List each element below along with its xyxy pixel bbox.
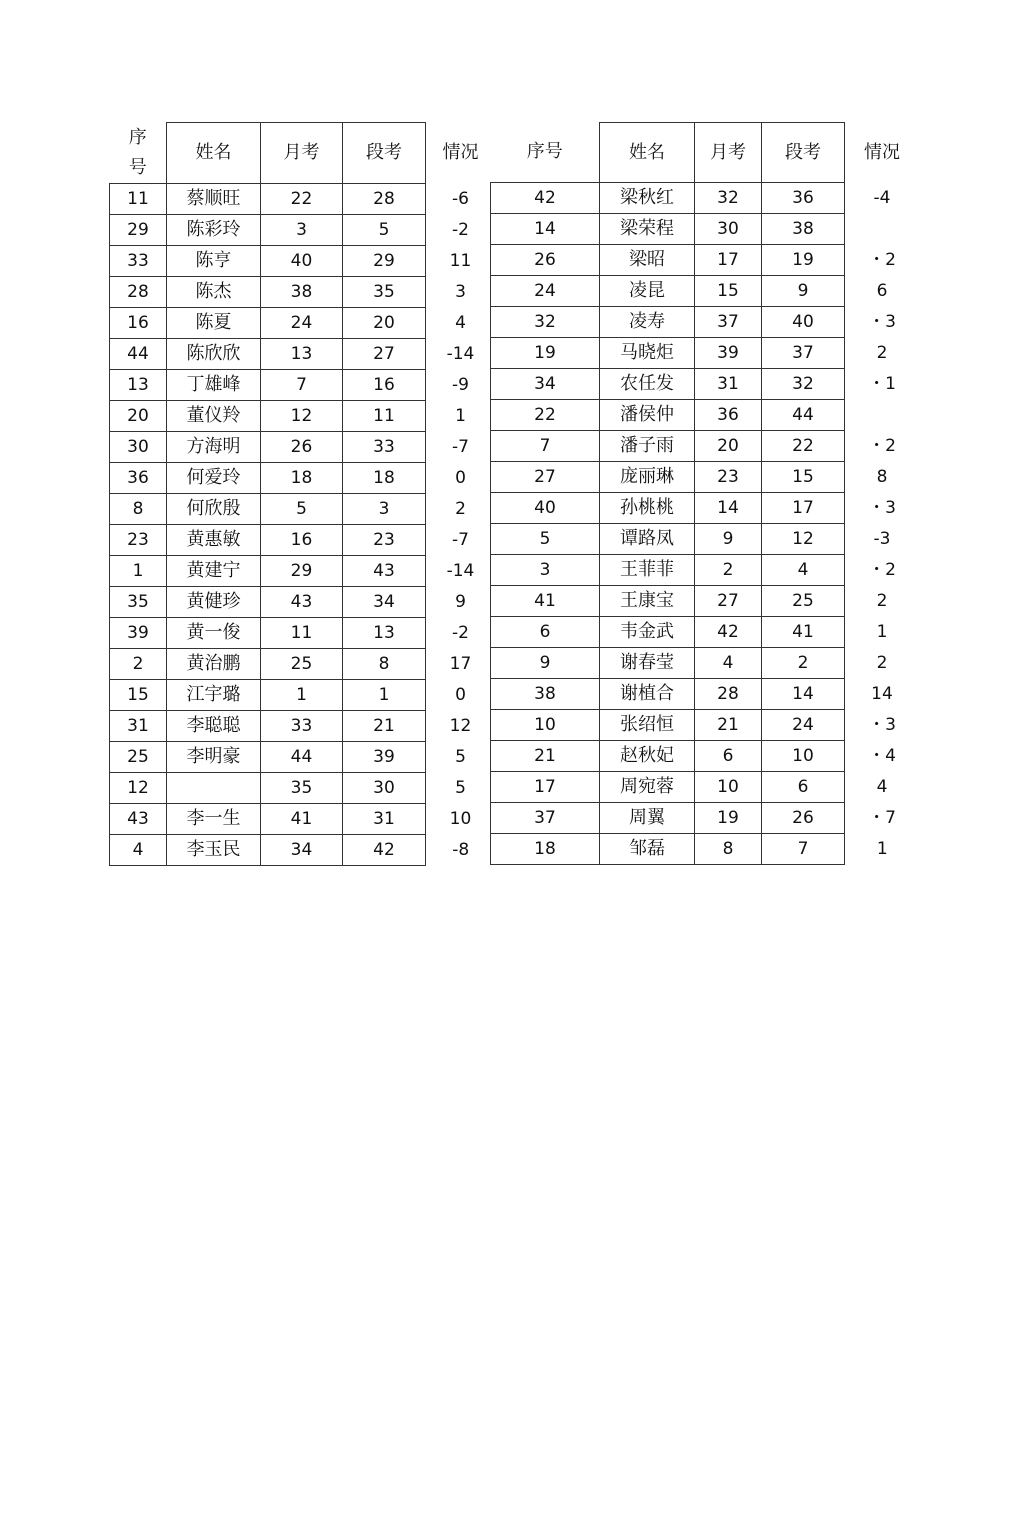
cell-seq: 23 [110,524,167,555]
cell-stage: 28 [343,183,426,214]
table-row [110,276,496,307]
cell-stage: 19 [762,245,845,276]
cell-name: 王康宝 [600,586,695,617]
cell-status: -7 [452,436,469,457]
cell-stage: 4 [762,555,845,586]
cell-name: 黄建宁 [167,555,261,586]
cell-name: 王菲菲 [600,555,695,586]
cell-monthly: 12 [261,400,343,431]
table-row [110,555,496,586]
table-row [491,772,920,803]
cell-seq: 28 [110,276,167,307]
cell-seq: 20 [110,400,167,431]
cell-seq: 36 [110,462,167,493]
table-row [110,803,496,834]
cell-status: 8 [876,467,888,487]
cell-monthly: 17 [695,245,762,276]
cell-status: -6 [452,188,469,209]
header-seq: 序号 [110,123,167,184]
cell-monthly: 16 [261,524,343,555]
cell-monthly: 34 [261,834,343,865]
cell-monthly: 31 [695,369,762,400]
cell-stage: 10 [762,741,845,772]
table-row [491,803,920,834]
cell-seq: 26 [491,245,600,276]
cell-name: 梁昭 [600,245,695,276]
score-table-left [109,122,496,866]
table-row [491,834,920,865]
cell-stage: 35 [343,276,426,307]
table-row [110,214,496,245]
cell-name: 周宛蓉 [600,772,695,803]
table-row [491,710,920,741]
cell-monthly: 19 [695,803,762,834]
cell-status [845,214,920,245]
header-name: 姓名 [167,123,261,184]
table-row [491,183,920,214]
cell-stage: 18 [343,462,426,493]
cell-name [167,772,261,803]
cell-status: 2 [876,343,888,363]
cell-monthly: 44 [261,741,343,772]
cell-monthly: 33 [261,710,343,741]
cell-seq: 5 [491,524,600,555]
cell-seq: 33 [110,245,167,276]
cell-monthly: 32 [695,183,762,214]
cell-status: 2 [876,591,888,611]
cell-name: 谭路凤 [600,524,695,555]
cell-stage: 34 [343,586,426,617]
cell-seq: 17 [491,772,600,803]
cell-status: ・2 [868,436,896,456]
cell-stage: 36 [762,183,845,214]
cell-monthly: 18 [261,462,343,493]
cell-status: -9 [452,374,469,395]
cell-monthly: 1 [261,679,343,710]
cell-name: 潘侯仲 [600,400,695,431]
cell-stage: 43 [343,555,426,586]
table-row [110,741,496,772]
cell-name: 方海明 [167,431,261,462]
cell-monthly: 14 [695,493,762,524]
header-monthly: 月考 [695,123,762,183]
cell-stage: 37 [762,338,845,369]
table-row [110,369,496,400]
cell-stage: 38 [762,214,845,245]
cell-monthly: 3 [261,214,343,245]
table-row [110,462,496,493]
cell-monthly: 25 [261,648,343,679]
header-name: 姓名 [600,123,695,183]
table-row [491,214,920,245]
cell-stage: 1 [343,679,426,710]
table-row [110,834,496,865]
cell-stage: 15 [762,462,845,493]
header-stage: 段考 [762,123,845,183]
cell-seq: 13 [110,369,167,400]
cell-stage: 31 [343,803,426,834]
cell-stage: 17 [762,493,845,524]
table-row [110,679,496,710]
cell-seq: 22 [491,400,600,431]
cell-seq: 18 [491,834,600,865]
header-row [110,123,496,184]
cell-status: -14 [446,343,475,364]
table-row [110,772,496,803]
cell-name: 黄一俊 [167,617,261,648]
header-stage: 段考 [343,123,426,184]
cell-seq: 21 [491,741,600,772]
table-row [491,679,920,710]
cell-stage: 2 [762,648,845,679]
cell-status: 5 [455,777,466,798]
cell-seq: 6 [491,617,600,648]
cell-stage: 27 [343,338,426,369]
cell-monthly: 41 [261,803,343,834]
cell-status: -4 [873,188,891,208]
cell-monthly: 22 [261,183,343,214]
cell-status: 3 [455,281,466,302]
cell-stage: 6 [762,772,845,803]
cell-seq: 27 [491,462,600,493]
cell-status: 0 [455,467,466,488]
cell-status: 1 [876,622,888,642]
cell-monthly: 9 [695,524,762,555]
cell-name: 蔡顺旺 [167,183,261,214]
cell-seq: 9 [491,648,600,679]
cell-stage: 23 [343,524,426,555]
cell-seq: 12 [110,772,167,803]
cell-status: 6 [876,281,888,301]
cell-name: 黄惠敏 [167,524,261,555]
cell-stage: 25 [762,586,845,617]
cell-stage: 30 [343,772,426,803]
cell-seq: 19 [491,338,600,369]
cell-seq: 39 [110,617,167,648]
cell-name: 黄健珍 [167,586,261,617]
cell-name: 谢植合 [600,679,695,710]
header-seq: 序号 [491,123,600,183]
cell-name: 陈杰 [167,276,261,307]
table-row [110,617,496,648]
cell-monthly: 7 [261,369,343,400]
cell-seq: 11 [110,183,167,214]
cell-status: 0 [455,684,466,705]
cell-stage: 39 [343,741,426,772]
cell-monthly: 6 [695,741,762,772]
cell-stage: 26 [762,803,845,834]
table-row [110,431,496,462]
table-row [491,276,920,307]
cell-seq: 34 [491,369,600,400]
cell-status: 9 [455,591,466,612]
cell-name: 赵秋妃 [600,741,695,772]
table-row [110,493,496,524]
table-row [491,524,920,555]
header-row [491,123,920,183]
cell-stage: 42 [343,834,426,865]
cell-stage: 7 [762,834,845,865]
cell-name: 农任发 [600,369,695,400]
cell-seq: 29 [110,214,167,245]
cell-stage: 13 [343,617,426,648]
cell-status: 5 [455,746,466,767]
cell-stage: 12 [762,524,845,555]
cell-status: -2 [452,219,469,240]
cell-stage: 16 [343,369,426,400]
table-row [491,245,920,276]
cell-monthly: 11 [261,617,343,648]
table-row [110,524,496,555]
table-row [491,338,920,369]
cell-seq: 31 [110,710,167,741]
cell-name: 董仪羚 [167,400,261,431]
table-row [491,555,920,586]
cell-stage: 22 [762,431,845,462]
cell-stage: 9 [762,276,845,307]
cell-seq: 43 [110,803,167,834]
cell-seq: 37 [491,803,600,834]
cell-monthly: 40 [261,245,343,276]
cell-status: -14 [446,560,475,581]
cell-seq: 4 [110,834,167,865]
cell-status: 4 [455,312,466,333]
cell-name: 周翼 [600,803,695,834]
cell-monthly: 2 [695,555,762,586]
cell-status: ・3 [868,498,896,518]
cell-monthly: 10 [695,772,762,803]
cell-seq: 41 [491,586,600,617]
cell-name: 李聪聪 [167,710,261,741]
cell-stage: 41 [762,617,845,648]
table-row [491,369,920,400]
table-row [110,400,496,431]
cell-stage: 29 [343,245,426,276]
cell-status: ・4 [868,746,896,766]
cell-status: ・7 [868,808,896,828]
table-row [110,710,496,741]
header-monthly: 月考 [261,123,343,184]
cell-name: 马晓炬 [600,338,695,369]
cell-seq: 3 [491,555,600,586]
cell-stage: 24 [762,710,845,741]
cell-name: 梁秋红 [600,183,695,214]
cell-monthly: 27 [695,586,762,617]
cell-seq: 24 [491,276,600,307]
cell-status: 11 [449,250,472,271]
cell-monthly: 4 [695,648,762,679]
cell-name: 李一生 [167,803,261,834]
cell-name: 谢春莹 [600,648,695,679]
cell-stage: 44 [762,400,845,431]
cell-name: 陈欣欣 [167,338,261,369]
table-row [110,586,496,617]
cell-seq: 7 [491,431,600,462]
table-row [491,741,920,772]
cell-seq: 8 [110,493,167,524]
cell-monthly: 24 [261,307,343,338]
cell-stage: 14 [762,679,845,710]
cell-stage: 5 [343,214,426,245]
table-row [491,431,920,462]
cell-seq: 44 [110,338,167,369]
cell-monthly: 30 [695,214,762,245]
table-row [110,648,496,679]
table-row [491,617,920,648]
cell-monthly: 29 [261,555,343,586]
cell-status: ・2 [868,560,896,580]
cell-status: 4 [876,777,888,797]
cell-name: 凌寿 [600,307,695,338]
cell-name: 邹磊 [600,834,695,865]
cell-seq: 32 [491,307,600,338]
cell-seq: 42 [491,183,600,214]
cell-seq: 2 [110,648,167,679]
cell-name: 丁雄峰 [167,369,261,400]
cell-status: 1 [876,839,888,859]
table-row [110,183,496,214]
table-row [491,400,920,431]
cell-status: ・3 [868,312,896,332]
cell-status: 14 [871,684,893,704]
cell-seq: 16 [110,307,167,338]
cell-monthly: 21 [695,710,762,741]
cell-stage: 8 [343,648,426,679]
cell-stage: 3 [343,493,426,524]
cell-seq: 38 [491,679,600,710]
cell-monthly: 15 [695,276,762,307]
cell-monthly: 28 [695,679,762,710]
cell-seq: 30 [110,431,167,462]
score-table-right [490,122,920,865]
cell-stage: 20 [343,307,426,338]
cell-status: ・1 [868,374,896,394]
cell-monthly: 35 [261,772,343,803]
table-row [110,338,496,369]
cell-status: 2 [876,653,888,673]
cell-seq: 25 [110,741,167,772]
cell-name: 张绍恒 [600,710,695,741]
cell-name: 李明豪 [167,741,261,772]
table-row [491,307,920,338]
cell-monthly: 43 [261,586,343,617]
cell-status: -2 [452,622,469,643]
cell-monthly: 37 [695,307,762,338]
cell-status: ・3 [868,715,896,735]
table-row [491,462,920,493]
cell-seq: 15 [110,679,167,710]
cell-monthly: 20 [695,431,762,462]
cell-stage: 11 [343,400,426,431]
cell-status: -3 [873,529,891,549]
cell-name: 陈夏 [167,307,261,338]
cell-name: 江宇璐 [167,679,261,710]
cell-name: 陈亨 [167,245,261,276]
header-status: 情况 [442,141,479,163]
cell-stage: 40 [762,307,845,338]
cell-name: 何欣殷 [167,493,261,524]
cell-status [845,400,920,431]
table-row [110,307,496,338]
cell-name: 黄治鹏 [167,648,261,679]
cell-seq: 1 [110,555,167,586]
cell-monthly: 26 [261,431,343,462]
cell-status: 1 [455,405,466,426]
cell-status: -7 [452,529,469,550]
cell-name: 韦金武 [600,617,695,648]
cell-name: 凌昆 [600,276,695,307]
cell-status: 17 [449,653,472,674]
cell-monthly: 36 [695,400,762,431]
cell-stage: 32 [762,369,845,400]
table-row [491,493,920,524]
cell-status: 2 [455,498,466,519]
cell-monthly: 39 [695,338,762,369]
cell-monthly: 42 [695,617,762,648]
cell-status: 12 [449,715,472,736]
cell-status: 10 [449,808,472,829]
table-row [491,586,920,617]
cell-stage: 33 [343,431,426,462]
cell-seq: 40 [491,493,600,524]
cell-name: 何爱玲 [167,462,261,493]
cell-seq: 10 [491,710,600,741]
cell-seq: 14 [491,214,600,245]
header-status: 情况 [864,141,900,163]
cell-name: 庞丽琳 [600,462,695,493]
cell-name: 梁荣程 [600,214,695,245]
cell-name: 潘子雨 [600,431,695,462]
cell-stage: 21 [343,710,426,741]
cell-monthly: 23 [695,462,762,493]
cell-status: ・2 [868,250,896,270]
cell-monthly: 38 [261,276,343,307]
cell-monthly: 5 [261,493,343,524]
cell-name: 孙桃桃 [600,493,695,524]
cell-monthly: 8 [695,834,762,865]
cell-name: 李玉民 [167,834,261,865]
table-row [110,245,496,276]
cell-status: -8 [452,839,470,860]
cell-monthly: 13 [261,338,343,369]
cell-seq: 35 [110,586,167,617]
cell-name: 陈彩玲 [167,214,261,245]
table-row [491,648,920,679]
